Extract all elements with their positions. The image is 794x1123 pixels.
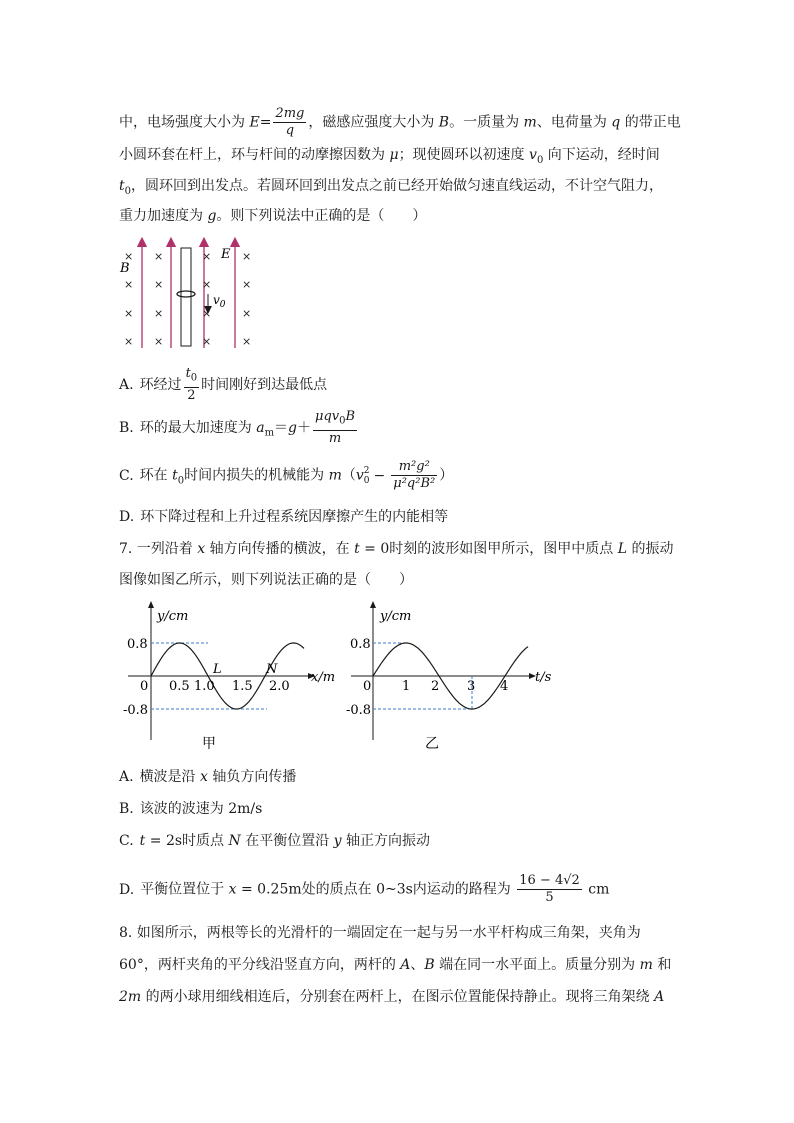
fraction-2mg-q: $\frac{2mg}{q}$	[275, 106, 305, 138]
q6-field-figure	[115, 236, 265, 352]
svg-text:×: ×	[124, 307, 134, 320]
q7-option-a: A. 横波是沿 x 轴负方向传播	[119, 769, 297, 785]
eq: =	[259, 114, 272, 131]
svg-text:×: ×	[154, 250, 164, 263]
label-E: E	[221, 247, 231, 262]
t-axis-label: t/s	[535, 670, 552, 685]
q7-line-1: 7. 一列沿着 x 轴方向传播的横波，在 t = 0时刻的波形如图甲所示，图甲中质点 L 的振动	[119, 541, 674, 557]
var-B: B	[438, 114, 450, 131]
q6-option-d: D. 环下降过程和上升过程系统因摩擦产生的内能相等	[119, 509, 449, 525]
q7-line-2: 图像如图乙所示，则下列说法正确的是（ ）	[119, 572, 413, 588]
q6-line-3: $t_0$，圆环回到出发点。若圆环回到出发点之前已经开始做匀速直线运动，不计空气阻力，	[119, 178, 664, 197]
svg-text:×: ×	[202, 278, 212, 291]
y-axis-label: y/cm	[157, 609, 189, 624]
svg-text:×: ×	[124, 250, 134, 263]
svg-text:×: ×	[242, 250, 252, 263]
svg-text:×: ×	[202, 335, 212, 348]
q7-option-c: C. t = 2s时质点 N 在平衡位置沿 y 轴正方向振动	[119, 833, 431, 849]
text: 中，电场强度大小为	[119, 114, 250, 131]
tick-0.5: 0.5	[169, 679, 190, 694]
q6-line-4: 重力加速度为 g。则下列说法中正确的是（ ）	[119, 208, 427, 224]
svg-text:×: ×	[242, 307, 252, 320]
tick-2: 2	[431, 679, 440, 694]
point-L-label: L	[213, 662, 222, 677]
amp-pos-label: 0.8	[350, 637, 371, 652]
var-E: E	[249, 114, 260, 131]
label-v0: $v_0$	[213, 293, 226, 310]
fraction-t0-2: $\frac{t_0}{2}$	[185, 366, 198, 403]
amp-neg-label: -0.8	[123, 703, 149, 718]
q6-line-1	[119, 106, 681, 139]
svg-text:×: ×	[242, 278, 252, 291]
svg-text:×: ×	[124, 335, 134, 348]
var-q: q	[611, 114, 621, 131]
text: ，磁感应强度大小为	[308, 114, 439, 131]
svg-text:×: ×	[154, 278, 164, 291]
tick-1.0: 1.0	[194, 679, 215, 694]
tick-1: 1	[402, 679, 411, 694]
q6-option-b: B. 环的最大加速度为 $a_m=g+$ $\frac{\mu qv_0B}{m}$	[119, 409, 356, 446]
svg-text:×: ×	[242, 335, 252, 348]
fraction-mg-muqB: $\frac{\text{m²g²}}{\text{μ²q²B²}}$	[393, 459, 436, 491]
q7-vibration-graph-yi	[345, 600, 565, 755]
x-axis-label: x/m	[311, 670, 336, 685]
svg-text:×: ×	[124, 278, 134, 291]
y-axis-label: y/cm	[380, 609, 412, 624]
q6-line-2: 小圆环套在杆上，环与杆间的动摩擦因数为 μ；现使圆环以初速度 $v_0$ 向下运动，经时间	[119, 147, 660, 166]
q6-option-c: C. 环在 $t_0$时间内损失的机械能为 m（v 2 0 − $\frac{\text{m²g²}}{\text{μ²q²B²}}$ ）	[119, 459, 454, 491]
svg-text:×: ×	[154, 335, 164, 348]
svg-text:×: ×	[154, 307, 164, 320]
svg-text:×: ×	[202, 250, 212, 263]
text: 、电荷量为	[536, 114, 612, 131]
caption-jia: 甲	[202, 736, 216, 752]
text: 。一质量为	[449, 114, 524, 131]
label-B: B	[120, 261, 130, 276]
amp-neg-label: -0.8	[346, 703, 372, 718]
var-m: m	[523, 114, 537, 131]
q8-line-2: 60°，两杆夹角的平分线沿竖直方向，两杆的 A、B 端在同一水平面上。质量分别为 m 和	[119, 957, 672, 973]
tick-2.0: 2.0	[269, 679, 290, 694]
tick-1.5: 1.5	[232, 679, 253, 694]
origin-label: 0	[140, 679, 149, 694]
q7-option-d: D. 平衡位置位于 x = 0.25m处的质点在 0~3s内运动的路程为 $\frac{16 - 4√2}{5}$ cm	[119, 873, 610, 905]
q7-wave-graph-jia	[122, 600, 342, 755]
q8-line-1: 8. 如图所示，两根等长的光滑杆的一端固定在一起与另一水平杆构成三角架，夹角为	[119, 925, 641, 941]
tick-4: 4	[500, 679, 509, 694]
q8-line-3: 2m 的两小球用细线相连后，分别套在两杆上，在图示位置能保持静止。现将三角架绕 A	[119, 989, 665, 1005]
q6-option-a: A. 环经过 $\frac{t_0}{2}$ 时间刚好到达最低点	[119, 366, 328, 403]
origin-label: 0	[363, 679, 372, 694]
fraction-path-length: $\frac{16 - 4√2}{5}$	[519, 873, 580, 905]
svg-text:×: ×	[202, 307, 212, 320]
amp-pos-label: 0.8	[127, 637, 148, 652]
tick-3: 3	[467, 679, 476, 694]
point-N-label: N	[266, 662, 278, 677]
fraction-muqv0B-m: $\frac{\mu qv_0B}{m}$	[315, 409, 356, 446]
text: 的带正电	[620, 114, 681, 131]
caption-yi: 乙	[425, 736, 439, 752]
q7-option-b: B. 该波的波速为 2m/s	[119, 801, 263, 817]
